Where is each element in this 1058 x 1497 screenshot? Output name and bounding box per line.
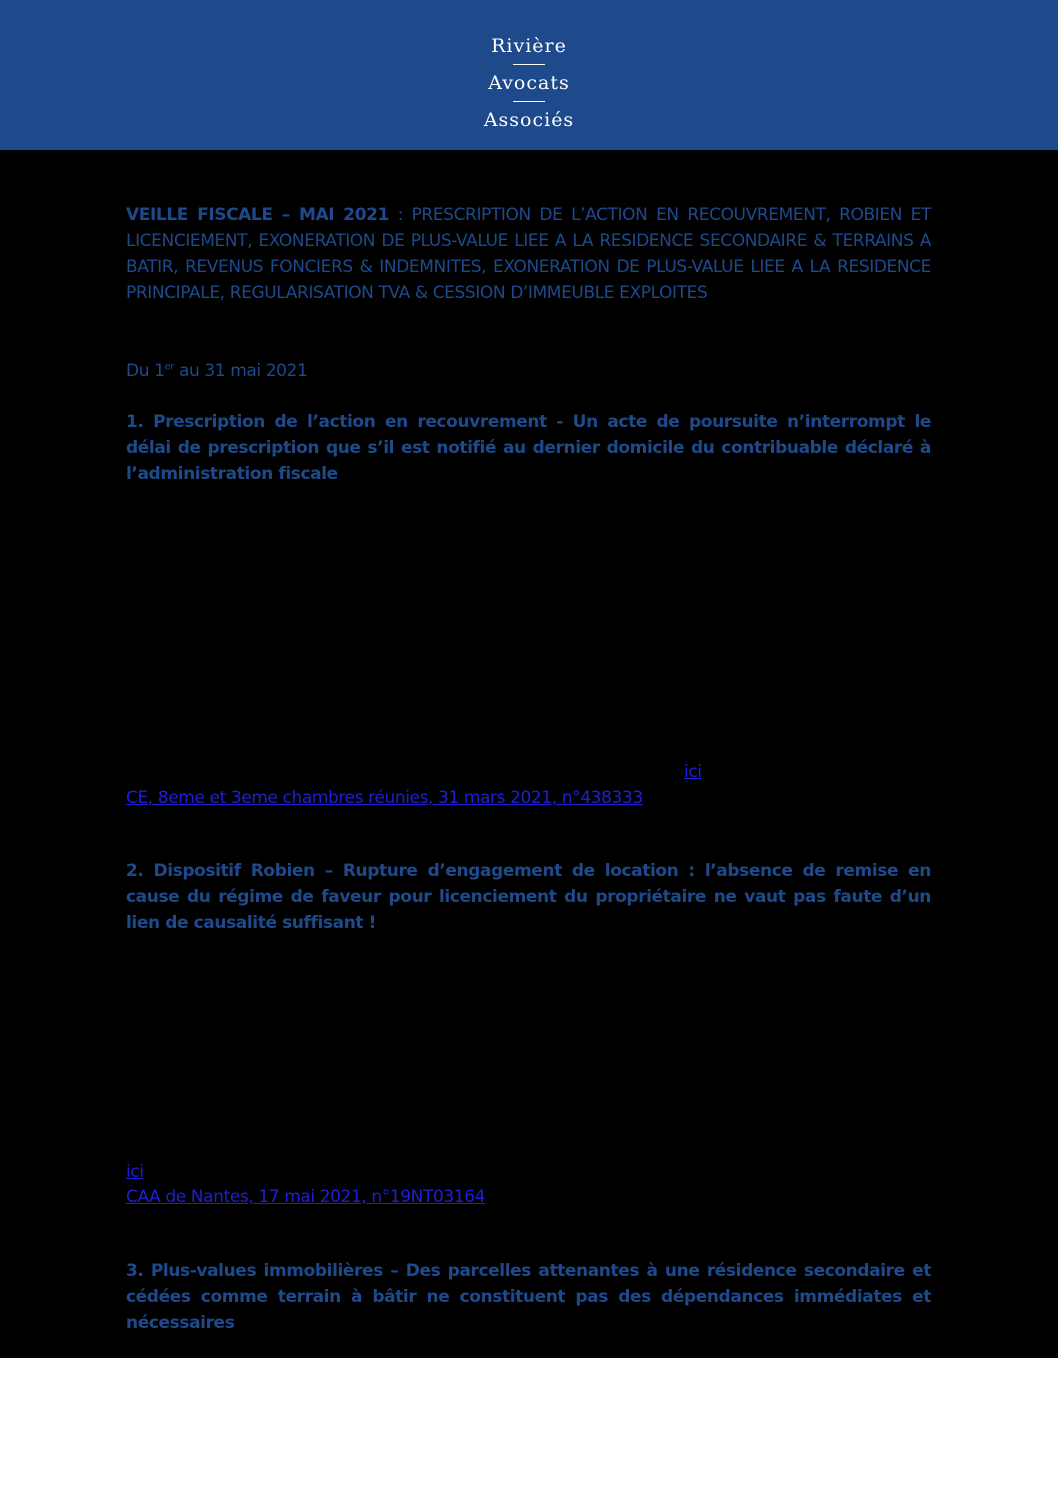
logo-line-riviere: Rivière — [491, 35, 567, 57]
section-1-link-ici[interactable]: ici — [684, 762, 702, 782]
section-2-heading: 2. Dispositif Robien – Rupture d’engagement de location : l’absence de remise en cause du régime de faveur pour licenciement du propriétaire ne vaut pas faute d’un lien de causalité suffisant ! — [126, 861, 931, 933]
section-2-link-reference[interactable]: CAA de Nantes, 17 mai 2021, n°19NT03164 — [126, 1187, 486, 1207]
logo-divider — [513, 64, 545, 65]
logo-divider — [513, 101, 545, 102]
page-header — [0, 0, 1058, 150]
period-line: Du 1er au 31 mai 2021 — [126, 361, 308, 381]
document-title — [126, 202, 931, 306]
logo-line-associes: Associés — [483, 109, 575, 131]
firm-logo — [0, 34, 1058, 132]
section-2-link-ici[interactable]: ici — [126, 1162, 144, 1182]
document-body — [0, 150, 1058, 1358]
logo-line-avocats: Avocats — [488, 72, 570, 94]
section-1-heading: 1. Prescription de l’action en recouvrement - Un acte de poursuite n’interrompt le délai de prescription que s’il est notifié au dernier domicile du contribuable déclaré à l’administration fiscale — [126, 412, 931, 484]
title-rest: : PRESCRIPTION DE L’ACTION EN RECOUVREMENT, ROBIEN ET LICENCIEMENT, EXONERATION DE PLUS-VALUE LIEE A LA RESIDENCE SECONDAIRE & TERRAINS A BATIR, REVENUS FONCIERS & INDEMNITES, EXONERATION DE PLUS-VALUE LIEE A LA RESIDENCE PRINCIPALE, REGULARISATION TVA & CESSION D’IMMEUBLE EXPLOITES — [126, 205, 931, 303]
section-3-heading: 3. Plus-values immobilières – Des parcelles attenantes à une résidence secondaire et cédées comme terrain à bâtir ne constituent pas des dépendances immédiates et nécessaires — [126, 1261, 931, 1333]
title-bold: VEILLE FISCALE – MAI 2021 — [126, 205, 389, 225]
section-1-link-reference[interactable]: CE, 8eme et 3eme chambres réunies, 31 mars 2021, n°438333 — [126, 788, 643, 808]
